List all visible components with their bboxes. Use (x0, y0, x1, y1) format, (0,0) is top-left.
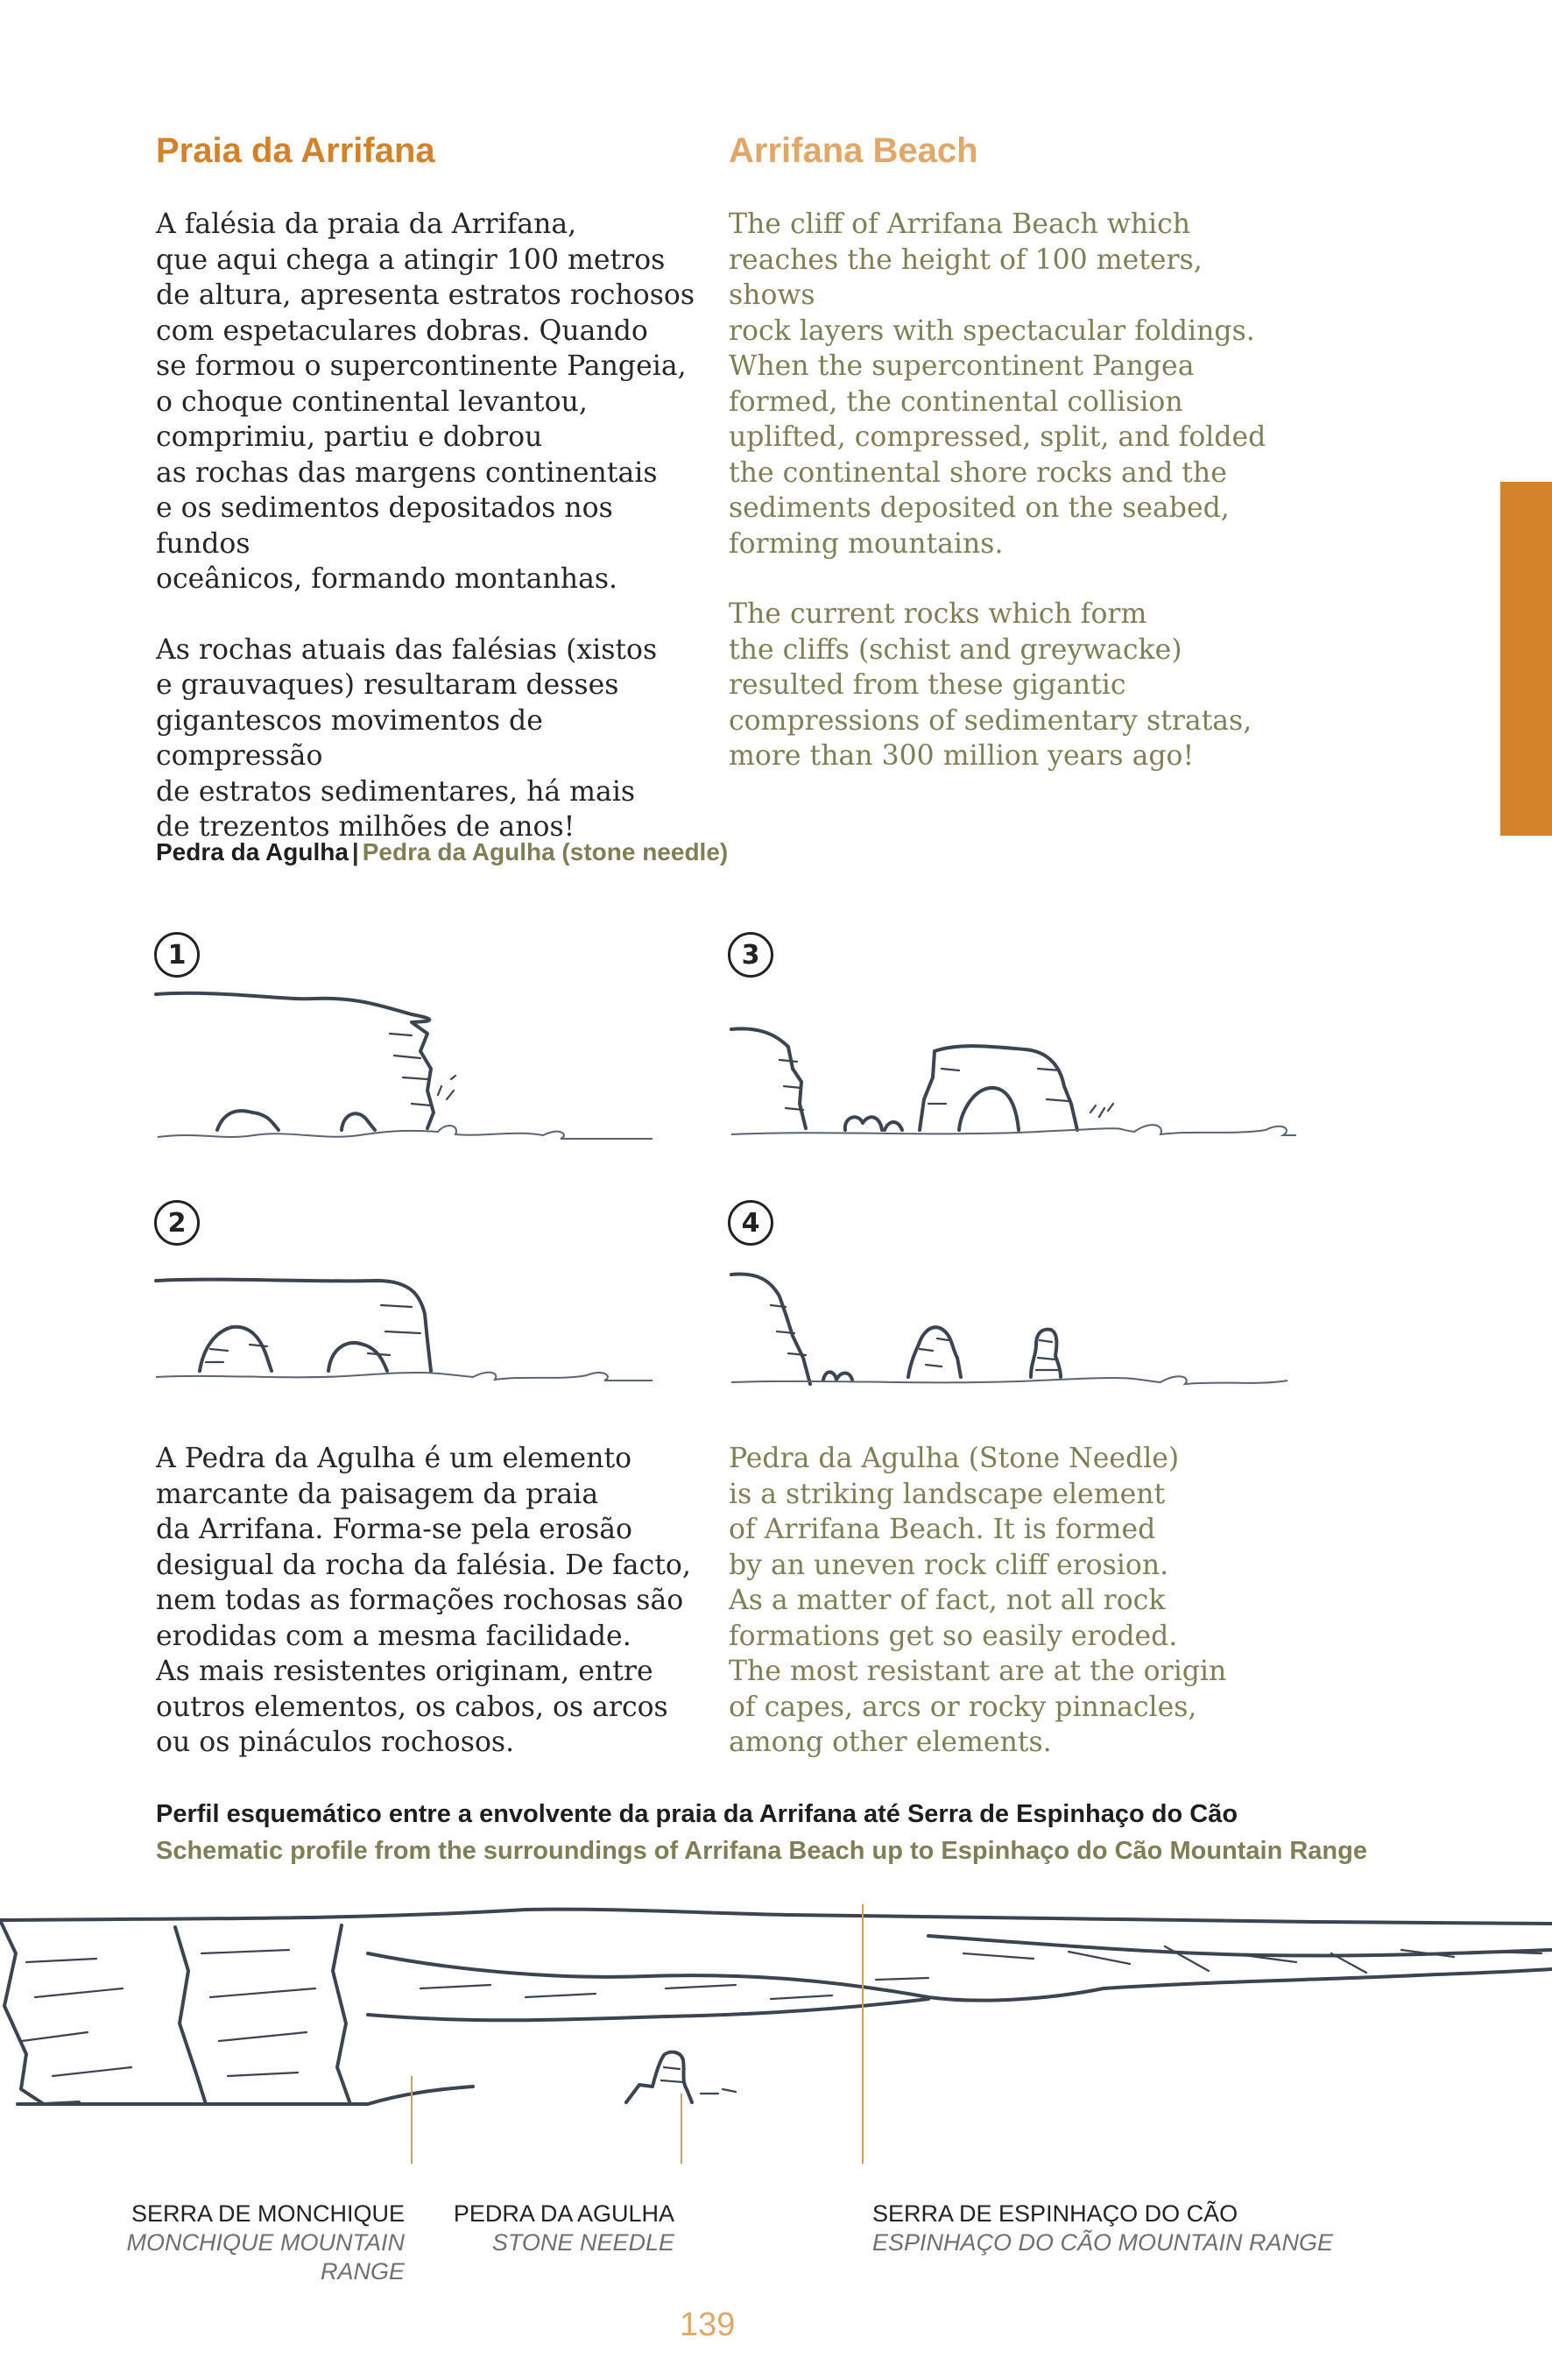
erosion-step-1-illustration (149, 981, 657, 1148)
erosion-step-3-illustration (723, 1016, 1301, 1148)
step-1-badge: 1 (154, 932, 200, 978)
figure-caption-pt: Pedra da Agulha (156, 838, 349, 865)
label-pedra-da-agulha (429, 2200, 674, 2257)
label-serra-de-espinhaco-do-cao (872, 2200, 1363, 2257)
intro-paragraph-en-1: The cliff of Arrifana Beach which reaches the height of 100 meters, shows rock layers with spectacular foldings. When the supercontinent Pangea formed, the continental collision uplifted, compressed, split, and folded the continental shore rocks and the sediments deposited on the seabed, forming mountains. (729, 208, 1266, 560)
label-agulha-en: STONE NEEDLE (491, 2229, 674, 2256)
schematic-profile-illustration (0, 1901, 1552, 2164)
profile-title-en: Schematic profile from the surroundings of Arrifana Beach up to Espinhaço do Cão Mountain Range (156, 1837, 1367, 1865)
label-serra-de-monchique (53, 2200, 405, 2286)
needle-text-en (729, 1441, 1272, 1796)
needle-text-pt (156, 1441, 699, 1796)
chapter-side-tab (1500, 482, 1552, 836)
label-espinhaco-pt: SERRA DE ESPINHAÇO DO CÃO (872, 2200, 1238, 2227)
intro-paragraph-en-2: The current rocks which form the cliffs (schist and greywacke) resulted from these gigantic compressions of sedimentary stratas, more than 300 million years ago! (729, 598, 1252, 772)
intro-paragraph-pt-1: A falésia da praia da Arrifana, que aqui chega a atingir 100 metros de altura, apresenta estratos rochosos com espetaculares dobras. Quando se formou o supercontinente Pangeia, o choque continental levantou, comprimiu, partiu e dobrou as rochas das margens continentais e os sedimentos depositados nos fundos oceânicos, formando montanhas. (156, 208, 695, 595)
label-monchique-pt: SERRA DE MONCHIQUE (131, 2200, 405, 2227)
figure-caption (156, 838, 728, 866)
step-2-badge: 2 (154, 1200, 200, 1246)
step-3-badge: 3 (728, 932, 773, 978)
label-monchique-en: MONCHIQUE MOUNTAIN RANGE (126, 2229, 405, 2285)
intro-text-pt (156, 207, 699, 880)
profile-title-pt: Perfil esquemático entre a envolvente da praia da Arrifana até Serra de Espinhaço do Cão (156, 1800, 1238, 1828)
intro-text-en (729, 207, 1272, 809)
figure-caption-en: Pedra da Agulha (stone needle) (362, 838, 729, 865)
needle-paragraph-en: Pedra da Agulha (Stone Needle) is a striking landscape element of Arrifana Beach. It is formed by an uneven rock cliff erosion. As a matter of fact, not all rock formations get so easily eroded. The most resistant are at the origin of capes, arcs or rocky pinnacles, among other elements. (729, 1443, 1227, 1758)
step-4-badge: 4 (728, 1200, 773, 1246)
needle-paragraph-pt: A Pedra da Agulha é um elemento marcante da paisagem da praia da Arrifana. Forma-se pela erosão desigual da rocha da falésia. De facto, nem todas as formações rochosas são erodidas com a mesma facilidade. As mais resistentes originam, entre outros elementos, os cabos, os arcos ou os pináculos rochosos. (156, 1443, 691, 1758)
erosion-step-4-illustration (723, 1261, 1301, 1402)
erosion-step-2-illustration (149, 1261, 657, 1393)
label-espinhaco-en: ESPINHAÇO DO CÃO MOUNTAIN RANGE (872, 2229, 1334, 2256)
title-en: Arrifana Beach (729, 131, 978, 170)
intro-paragraph-pt-2: As rochas atuais das falésias (xistos e grauvaques) resultaram desses gigantescos movimentos de compressão de estratos sedimentares, há mais de trezentos milhões de anos! (156, 633, 658, 843)
figure-caption-separator: | (351, 838, 359, 865)
label-agulha-pt: PEDRA DA AGULHA (453, 2200, 674, 2227)
page-number: 139 (680, 2306, 736, 2343)
title-pt: Praia da Arrifana (156, 131, 435, 170)
